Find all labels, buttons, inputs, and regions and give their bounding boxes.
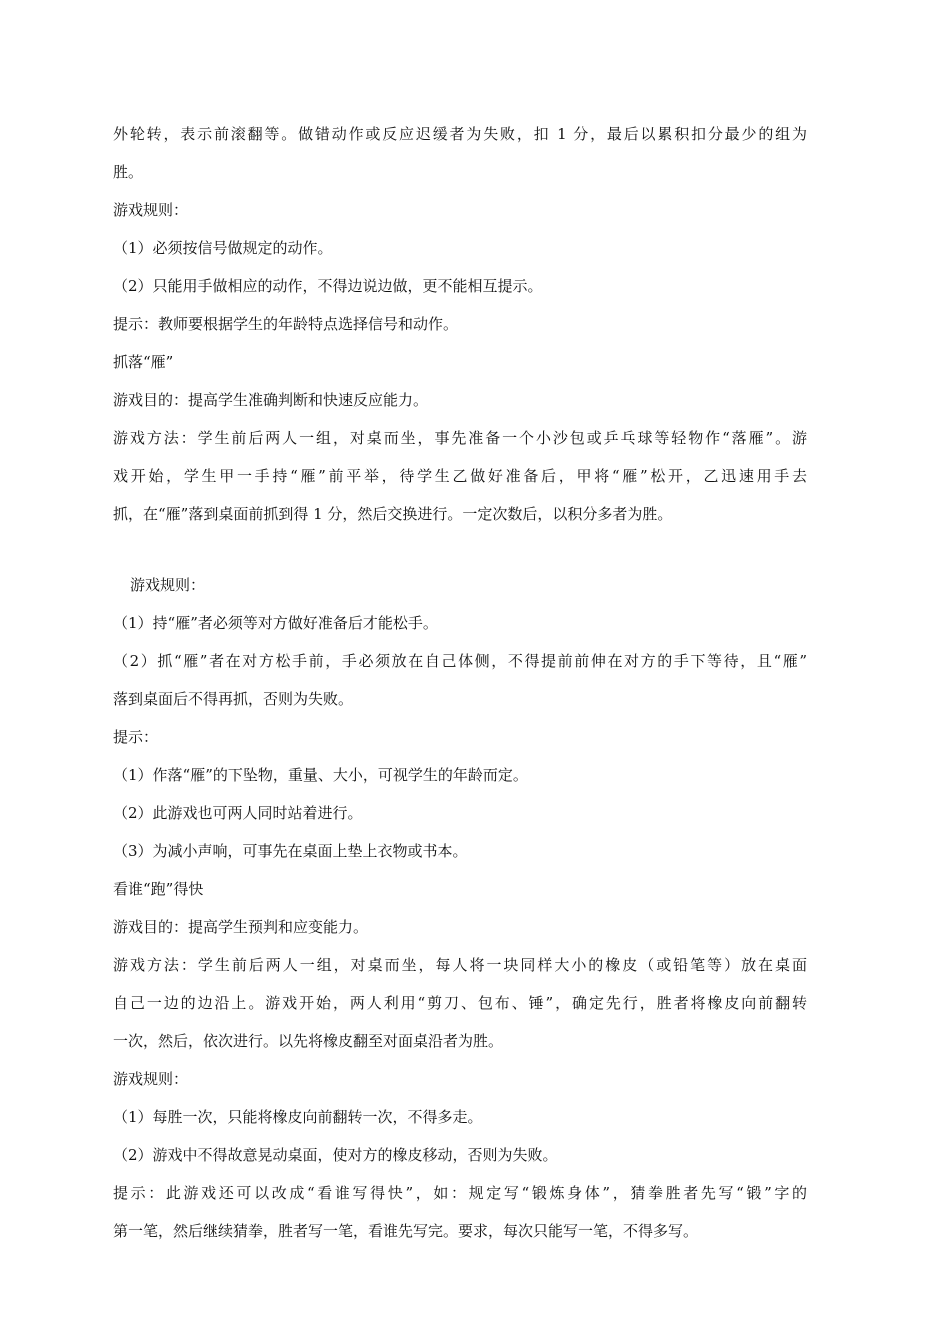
paragraph-line: 抓，在“雁”落到桌面前抓到得 1 分，然后交换进行。一定次数后，以积分多者为胜。 <box>113 505 673 523</box>
section-heading: 游戏规则： <box>113 1070 189 1088</box>
tip-line: 提示：此游戏还可以改成“看谁写得快”，如：规定写“锻炼身体”，猜拳胜者先写“锻”字的 <box>113 1184 807 1202</box>
game-goal: 游戏目的：提高学生准确判断和快速反应能力。 <box>113 391 429 409</box>
tip-item: （3）为减小声响，可事先在桌面上垫上衣物或书本。 <box>113 842 468 860</box>
paragraph-line: 落到桌面后不得再抓，否则为失败。 <box>113 690 354 708</box>
rule-item: （2）抓“雁”者在对方松手前，手必须放在自己体侧，不得提前前伸在对方的手下等待，且“雁” <box>113 652 807 670</box>
paragraph-line: 游戏方法：学生前后两人一组，对桌而坐，每人将一块同样大小的橡皮（或铅笔等）放在桌面 <box>113 956 807 974</box>
rule-item: （1）持“雁”者必须等对方做好准备后才能松手。 <box>113 614 438 632</box>
section-heading: 游戏规则： <box>130 576 206 594</box>
paragraph-line: 第一笔，然后继续猜拳，胜者写一笔，看谁先写完。要求，每次只能写一笔，不得多写。 <box>113 1222 699 1240</box>
paragraph-line: 一次，然后，依次进行。以先将橡皮翻至对面桌沿者为胜。 <box>113 1032 504 1050</box>
paragraph-line: 游戏方法：学生前后两人一组，对桌而坐，事先准备一个小沙包或乒乓球等轻物作“落雁”。游 <box>113 429 807 447</box>
rule-item: （2）游戏中不得故意晃动桌面，使对方的橡皮移动，否则为失败。 <box>113 1146 558 1164</box>
paragraph-line: 外轮转，表示前滚翻等。做错动作或反应迟缓者为失败，扣 1 分，最后以累积扣分最少的组为 <box>113 125 807 143</box>
paragraph-line: 戏开始，学生甲一手持“雁”前平举，待学生乙做好准备后，甲将“雁”松开，乙迅速用手去 <box>113 467 807 485</box>
tip-item: （2）此游戏也可两人同时站着进行。 <box>113 804 363 822</box>
rule-item: （2）只能用手做相应的动作，不得边说边做，更不能相互提示。 <box>113 277 543 295</box>
paragraph-line: 胜。 <box>113 163 144 181</box>
tip-heading: 提示： <box>113 728 159 746</box>
rule-item: （1）必须按信号做规定的动作。 <box>113 239 333 257</box>
rule-item: （1）每胜一次，只能将橡皮向前翻转一次，不得多走。 <box>113 1108 483 1126</box>
game-title: 看谁“跑”得快 <box>113 880 204 898</box>
section-heading: 游戏规则： <box>113 201 189 219</box>
game-goal: 游戏目的：提高学生预判和应变能力。 <box>113 918 369 936</box>
tip-line: 提示：教师要根据学生的年龄特点选择信号和动作。 <box>113 315 459 333</box>
game-title: 抓落“雁” <box>113 353 174 371</box>
paragraph-line: 自己一边的边沿上。游戏开始，两人利用“剪刀、包布、锤”，确定先行，胜者将橡皮向前翻转 <box>113 994 807 1012</box>
tip-item: （1）作落“雁”的下坠物，重量、大小，可视学生的年龄而定。 <box>113 766 528 784</box>
